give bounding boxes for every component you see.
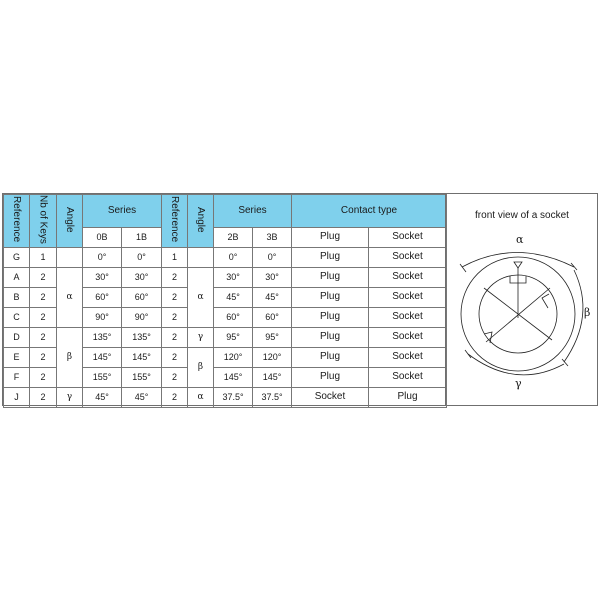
angle2-cell-empty <box>188 247 214 267</box>
series-2b: 2B <box>214 228 253 248</box>
label-beta: β <box>584 306 591 319</box>
series-header-right: Series <box>214 195 292 228</box>
s0b-cell: 135° <box>83 327 122 347</box>
s2b-cell: 60° <box>214 307 253 327</box>
contact-socket: Socket <box>369 228 447 248</box>
s2b-cell: 0° <box>214 247 253 267</box>
s0b-cell: 155° <box>83 367 122 387</box>
angle2-group-alpha: α <box>188 267 214 327</box>
ref-cell: A <box>4 267 30 287</box>
contact1-cell: Plug <box>292 327 369 347</box>
label-alpha: α <box>516 233 524 246</box>
series-header-left: Series <box>83 195 162 228</box>
s2b-cell: 120° <box>214 347 253 367</box>
socket-front-view-icon <box>446 194 598 405</box>
table-row <box>4 387 447 407</box>
keys-cell: 2 <box>30 267 57 287</box>
keys-cell: 2 <box>30 387 57 407</box>
s0b-cell: 45° <box>83 387 122 407</box>
ref2-cell: 2 <box>162 367 188 387</box>
s1b-cell: 60° <box>122 287 162 307</box>
angle2-alpha: α <box>188 387 214 407</box>
top-marker-arrow <box>514 262 522 268</box>
s3b-cell: 0° <box>253 247 292 267</box>
contact2-cell: Socket <box>369 287 447 307</box>
angle-cell-empty <box>57 247 83 267</box>
contact2-cell: Plug <box>369 387 447 407</box>
series-0b: 0B <box>83 228 122 248</box>
contact1-cell: Plug <box>292 267 369 287</box>
ref2-cell: 2 <box>162 347 188 367</box>
ref2-cell: 2 <box>162 267 188 287</box>
angle-header: Angle <box>57 195 83 248</box>
s2b-cell: 45° <box>214 287 253 307</box>
contact1-cell: Plug <box>292 367 369 387</box>
tick-gamma-left <box>465 350 471 358</box>
key-notch-right <box>542 294 549 308</box>
s3b-cell: 145° <box>253 367 292 387</box>
ref-cell: J <box>4 387 30 407</box>
table-row <box>4 247 447 267</box>
s3b-cell: 120° <box>253 347 292 367</box>
table-row <box>4 267 447 287</box>
s2b-cell: 37.5° <box>214 387 253 407</box>
series-3b: 3B <box>253 228 292 248</box>
beta-arc <box>564 270 583 362</box>
contact2-cell: Socket <box>369 327 447 347</box>
angle2-gamma: γ <box>188 327 214 347</box>
keys-cell: 2 <box>30 347 57 367</box>
s1b-cell: 30° <box>122 267 162 287</box>
s1b-cell: 0° <box>122 247 162 267</box>
keys-cell: 2 <box>30 307 57 327</box>
ref-cell: C <box>4 307 30 327</box>
keys-cell: 1 <box>30 247 57 267</box>
reference-header: Reference <box>4 195 30 248</box>
ref-cell: G <box>4 247 30 267</box>
s0b-cell: 60° <box>83 287 122 307</box>
table-row <box>4 327 447 347</box>
s0b-cell: 145° <box>83 347 122 367</box>
s3b-cell: 45° <box>253 287 292 307</box>
ref2-cell: 1 <box>162 247 188 267</box>
angle-header-right: Angle <box>188 195 214 248</box>
contact1-cell: Plug <box>292 307 369 327</box>
keys-cell: 2 <box>30 327 57 347</box>
angle2-group-beta: β <box>188 347 214 387</box>
s1b-cell: 90° <box>122 307 162 327</box>
s1b-cell: 45° <box>122 387 162 407</box>
socket-diagram <box>445 194 598 405</box>
s3b-cell: 30° <box>253 267 292 287</box>
ref-cell: F <box>4 367 30 387</box>
s2b-cell: 30° <box>214 267 253 287</box>
keys-cell: 2 <box>30 367 57 387</box>
spec-table <box>3 194 447 408</box>
s3b-cell: 95° <box>253 327 292 347</box>
label-gamma: γ <box>515 377 522 390</box>
s1b-cell: 135° <box>122 327 162 347</box>
ref2-cell: 2 <box>162 287 188 307</box>
reference-header-right: Reference <box>162 195 188 248</box>
ref2-cell: 2 <box>162 327 188 347</box>
contact1-cell: Plug <box>292 287 369 307</box>
s0b-cell: 90° <box>83 307 122 327</box>
keys-cell: 2 <box>30 287 57 307</box>
s0b-cell: 30° <box>83 267 122 287</box>
contact2-cell: Socket <box>369 247 447 267</box>
s2b-cell: 145° <box>214 367 253 387</box>
s0b-cell: 0° <box>83 247 122 267</box>
ref2-cell: 2 <box>162 387 188 407</box>
angle-group-alpha: α <box>57 267 83 327</box>
ref-cell: D <box>4 327 30 347</box>
series-1b: 1B <box>122 228 162 248</box>
gamma-arc <box>468 354 564 375</box>
tick-alpha-right <box>571 263 577 270</box>
socket-spec-panel <box>2 193 598 406</box>
contact2-cell: Socket <box>369 367 447 387</box>
angle-group-beta: β <box>57 327 83 387</box>
nb-keys-header: Nb of Keys <box>30 195 57 248</box>
s2b-cell: 95° <box>214 327 253 347</box>
s3b-cell: 37.5° <box>253 387 292 407</box>
contact1-cell: Plug <box>292 247 369 267</box>
ref2-cell: 2 <box>162 307 188 327</box>
contact2-cell: Socket <box>369 347 447 367</box>
contact1-cell: Socket <box>292 387 369 407</box>
contact1-cell: Plug <box>292 347 369 367</box>
angle-gamma: γ <box>57 387 83 407</box>
ref-cell: E <box>4 347 30 367</box>
s1b-cell: 145° <box>122 347 162 367</box>
ref-cell: B <box>4 287 30 307</box>
contact-type-header: Contact type <box>292 195 447 228</box>
s3b-cell: 60° <box>253 307 292 327</box>
diagram-title: front view of a socket <box>475 210 569 221</box>
contact-plug: Plug <box>292 228 369 248</box>
contact2-cell: Socket <box>369 307 447 327</box>
contact2-cell: Socket <box>369 267 447 287</box>
s1b-cell: 155° <box>122 367 162 387</box>
